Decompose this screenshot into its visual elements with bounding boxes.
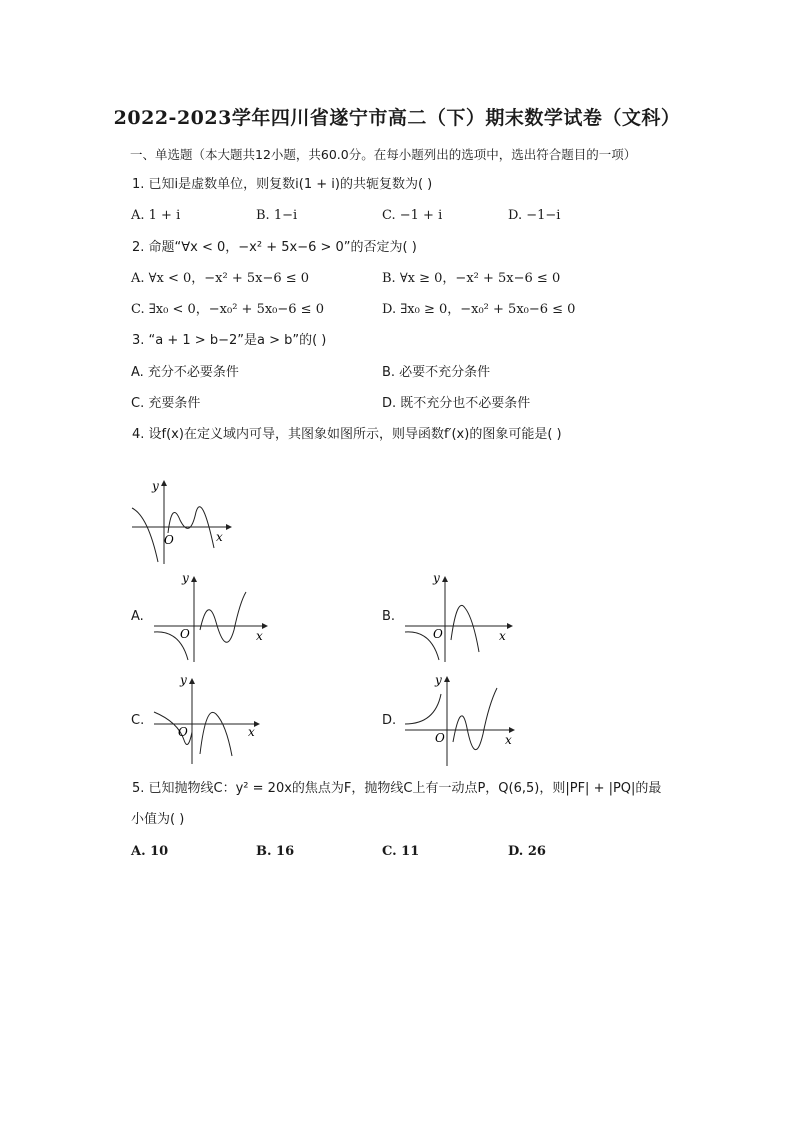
graph-c-x-arrow	[254, 721, 260, 727]
graph-a-y-arrow	[191, 576, 197, 582]
graph-b-y-arrow	[442, 576, 448, 582]
q5-option-d-text: D. 26	[508, 844, 546, 859]
graph-b-x-arrow	[507, 623, 513, 629]
graph-fx-y-label: y	[152, 479, 159, 493]
graph-b-x-label: x	[499, 629, 506, 643]
q3-option-b-text: B. 必要不充分条件	[382, 365, 491, 380]
q2-option-c[interactable]	[131, 301, 324, 319]
graph-a-origin-label: O	[180, 627, 190, 641]
q1-option-a-text: A. 1 + i	[131, 208, 181, 223]
graph-c-y-label: y	[180, 674, 187, 687]
graph-d-right-curve	[453, 688, 497, 750]
graph-a-x-arrow	[262, 623, 268, 629]
graph-d-x-label: x	[505, 733, 512, 747]
q2-option-b[interactable]	[382, 270, 560, 288]
question-4-stem: 4. 设f(x)在定义域内可导，其图象如图所示，则导函数f′(x)的图象可能是( )	[132, 427, 562, 442]
q3-option-a-text: A. 充分不必要条件	[131, 365, 239, 380]
q4-option-d-graph[interactable]	[403, 672, 519, 768]
graph-fx-y-arrow	[161, 480, 167, 486]
graph-a-y-label: y	[182, 572, 189, 585]
q1-option-a[interactable]	[131, 207, 180, 225]
question-5-stem-line-1: 5. 已知抛物线C：y² = 20x的焦点为F，抛物线C上有一动点P，Q(6,5)，则|PF| + |PQ|的最	[132, 781, 662, 796]
graph-d-left-branch	[405, 694, 441, 724]
q4-option-c-graph[interactable]	[150, 674, 262, 766]
graph-c-y-arrow	[189, 678, 195, 684]
q2-option-d[interactable]	[382, 301, 575, 319]
graph-a-x-label: x	[256, 629, 263, 643]
q1-option-b[interactable]	[256, 207, 297, 225]
q3-option-a[interactable]	[131, 364, 239, 382]
graph-d-y-arrow	[444, 676, 450, 682]
q5-option-b-text: B. 16	[256, 844, 295, 859]
question-2-stem: 2. 命题“∀x < 0，−x² + 5x−6 > 0”的否定为( )	[132, 240, 417, 255]
graph-d-y-label: y	[435, 673, 442, 687]
q3-option-d[interactable]	[382, 395, 530, 413]
graph-c-right-curve	[200, 712, 232, 756]
graph-fx-left-branch	[132, 508, 158, 562]
q1-option-d-text: D. −1−i	[508, 208, 561, 223]
graph-d-origin-label: O	[435, 731, 445, 745]
q4-option-b-label[interactable]: B.	[382, 609, 396, 624]
graph-c-origin-label: O	[178, 725, 188, 739]
q2-option-a-text: A. ∀x < 0，−x² + 5x−6 ≤ 0	[131, 271, 310, 286]
graph-c-x-label: x	[248, 725, 255, 739]
q2-option-a[interactable]	[131, 270, 309, 288]
section-header: 一、单选题（本大题共12小题，共60.0分。在每小题列出的选项中，选出符合题目的一项）	[130, 147, 637, 162]
q3-option-b[interactable]	[382, 364, 490, 382]
page-title: 2022-2023学年四川省遂宁市高二（下）期末数学试卷（文科）	[113, 107, 681, 129]
q3-option-d-text: D. 既不充分也不必要条件	[382, 396, 531, 411]
q4-option-d-label[interactable]: D.	[382, 713, 397, 728]
graph-a-right-curve	[200, 592, 246, 642]
q5-option-a-text: A. 10	[131, 844, 169, 859]
q1-option-b-text: B. 1−i	[256, 208, 298, 223]
graph-fx-origin-label: O	[164, 533, 174, 547]
graph-b-origin-label: O	[433, 627, 443, 641]
graph-fx-x-arrow	[226, 524, 232, 530]
q5-option-d[interactable]	[508, 843, 546, 861]
q2-option-d-text: D. ∃x₀ ≥ 0，−x₀² + 5x₀−6 ≤ 0	[382, 302, 576, 317]
graph-b-y-label: y	[433, 572, 440, 585]
q4-option-a-label[interactable]: A.	[131, 609, 144, 624]
q5-option-c[interactable]	[382, 843, 419, 861]
q5-option-b[interactable]	[256, 843, 294, 861]
question-5-stem-line-2: 小值为( )	[131, 812, 185, 827]
q5-option-c-text: C. 11	[382, 844, 420, 859]
q1-option-c[interactable]	[382, 207, 442, 225]
q1-option-d[interactable]	[508, 207, 560, 225]
question-1-stem: 1. 已知i是虚数单位，则复数i(1 + i)的共轭复数为( )	[132, 177, 433, 192]
q2-option-c-text: C. ∃x₀ < 0，−x₀² + 5x₀−6 ≤ 0	[131, 302, 324, 317]
q4-option-c-label[interactable]: C.	[131, 713, 145, 728]
q5-option-a[interactable]	[131, 843, 168, 861]
graph-fx	[128, 478, 232, 568]
q4-option-b-graph[interactable]	[403, 572, 515, 664]
graph-fx-x-label: x	[216, 530, 223, 544]
q1-option-c-text: C. −1 + i	[382, 208, 443, 223]
q3-option-c-text: C. 充要条件	[131, 396, 201, 411]
q3-option-c[interactable]	[131, 395, 200, 413]
question-3-stem: 3. “a + 1 > b−2”是a > b”的( )	[132, 333, 327, 348]
q2-option-b-text: B. ∀x ≥ 0，−x² + 5x−6 ≤ 0	[382, 271, 561, 286]
graph-b-right-curve	[451, 605, 479, 652]
q4-option-a-graph[interactable]	[152, 572, 270, 664]
